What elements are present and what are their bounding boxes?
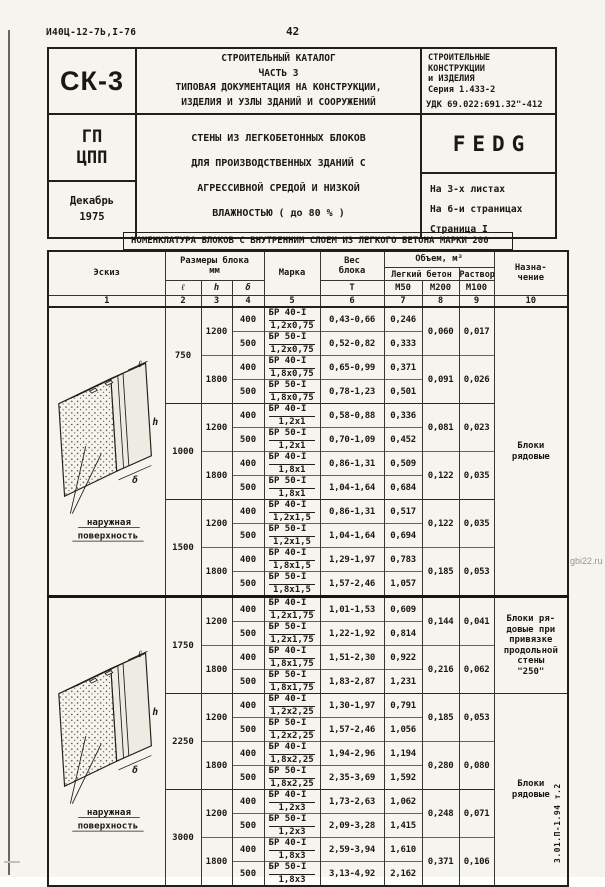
cell-volume-m50: 1,056 — [384, 718, 422, 742]
cell-thickness: 400 — [232, 404, 264, 428]
cell-volume-m50: 0,509 — [384, 452, 422, 476]
cell-height: 1800 — [201, 838, 232, 887]
cell-volume-m50: 0,452 — [384, 428, 422, 452]
cell-mark: БР 50-I 1,2х0,75 — [264, 332, 320, 356]
header-mark: Марка — [264, 251, 320, 295]
catalog-line: ТИПОВАЯ ДОКУМЕНТАЦИЯ НА КОНСТРУКЦИИ, — [175, 82, 382, 93]
header-purpose — [494, 251, 568, 295]
block-sketch-drawing — [53, 351, 161, 549]
org-line: и ИЗДЕЛИЯ — [428, 74, 475, 84]
cell-thickness: 400 — [232, 548, 264, 572]
column-number: 5 — [264, 295, 320, 307]
header-weight-line2: блока — [338, 265, 366, 276]
table-body — [48, 307, 568, 886]
cell-weight: 0,78-1,23 — [320, 380, 384, 404]
document-title — [137, 115, 422, 237]
cell-thickness: 500 — [232, 524, 264, 548]
org-line: КОНСТРУКЦИИ — [428, 63, 485, 74]
cell-volume-m50: 0,694 — [384, 524, 422, 548]
cell-volume-m50: 1,057 — [384, 572, 422, 597]
cell-mortar-m100: 0,080 — [459, 742, 494, 790]
dim-length-label: ℓ — [137, 649, 142, 661]
cell-thickness: 400 — [232, 838, 264, 862]
cell-thickness: 400 — [232, 307, 264, 332]
udk-number: УДК 69.022:691.32"-412 — [426, 99, 543, 110]
cell-volume-m50: 1,415 — [384, 814, 422, 838]
cell-volume-m50: 0,517 — [384, 500, 422, 524]
block-sketch-drawing — [53, 641, 161, 839]
cell-thickness: 500 — [232, 476, 264, 500]
cell-length: 750 — [165, 307, 201, 404]
column-number: 10 — [494, 295, 568, 307]
outer-surface-label-line2: поверхность — [77, 820, 139, 832]
cell-mark: БР 50-I 1,8х0,75 — [264, 380, 320, 404]
cell-thickness: 400 — [232, 500, 264, 524]
cell-purpose: Блоки ря- довые при привязке продольной стены "250" — [494, 597, 568, 694]
catalog-header — [137, 49, 422, 115]
cell-mark: БР 40-I 1,8х1 — [264, 452, 320, 476]
cell-mark: БР 40-I 1,8х3 — [264, 838, 320, 862]
cell-mortar-m100: 0,053 — [459, 548, 494, 597]
cell-mortar-m100: 0,041 — [459, 597, 494, 646]
cell-weight: 1,22-1,92 — [320, 622, 384, 646]
cell-mark: БР 50-I 1,2х1,5 — [264, 524, 320, 548]
sketch-cell — [48, 597, 165, 887]
issue-year: 1975 — [79, 210, 105, 223]
column-number: 7 — [384, 295, 422, 307]
cell-length: 1750 — [165, 597, 201, 694]
cell-mark: БР 40-I 1,2х2,25 — [264, 694, 320, 718]
column-number: 6 — [320, 295, 384, 307]
document-code: И40Ц-12-7Ь,I-76 — [46, 27, 137, 38]
cell-thickness: 500 — [232, 718, 264, 742]
cell-thickness: 500 — [232, 670, 264, 694]
cell-thickness: 500 — [232, 380, 264, 404]
title-line: ДЛЯ ПРОИЗВОДСТВЕННЫХ ЗДАНИЙ С — [191, 158, 366, 169]
cell-purpose: Блоки рядовые — [494, 694, 568, 887]
header-weight — [320, 251, 384, 280]
title-line: ВЛАЖНОСТЬЮ ( до 80 % ) — [212, 208, 345, 219]
cell-weight: 2,35-3,69 — [320, 766, 384, 790]
cell-height: 1200 — [201, 404, 232, 452]
cell-thickness: 400 — [232, 790, 264, 814]
cell-volume-m200: 0,216 — [422, 646, 459, 694]
table-caption: НОМЕНКЛАТУРА БЛОКОВ С ВНУТРЕННИМ СЛОЕМ ИЗ ЛЕГКОГО БЕТОНА МАРКИ 200 — [123, 232, 513, 250]
cell-mark: БР 40-I 1,8х0,75 — [264, 356, 320, 380]
outer-surface-label-line2: поверхность — [77, 530, 139, 542]
cell-thickness: 500 — [232, 428, 264, 452]
cell-height: 1200 — [201, 597, 232, 646]
cell-mark: БР 50-I 1,2х2,25 — [264, 718, 320, 742]
header-m50: М50 — [384, 280, 422, 295]
catalog-line: СТРОИТЕЛЬНЫЙ КАТАЛОГ — [221, 53, 336, 64]
title-line: АГРЕССИВНОЙ СРЕДОЙ И НИЗКОЙ — [197, 183, 360, 194]
cell-weight: 1,29-1,97 — [320, 548, 384, 572]
catalog-line: ИЗДЕЛИЯ И УЗЛЫ ЗДАНИЙ И СООРУЖЕНИЙ — [181, 96, 376, 108]
site-watermark: gbi22.ru — [570, 556, 603, 566]
cell-height: 1200 — [201, 790, 232, 838]
cell-mortar-m100: 0,062 — [459, 646, 494, 694]
cell-mark: БР 40-I 1,8х2,25 — [264, 742, 320, 766]
cell-weight: 1,04-1,64 — [320, 524, 384, 548]
header-dimensions-unit: мм — [209, 265, 220, 276]
column-number: 1 — [48, 295, 165, 307]
cell-length: 1000 — [165, 404, 201, 500]
cell-mark: БР 40-I 1,8х1,5 — [264, 548, 320, 572]
cell-length: 2250 — [165, 694, 201, 790]
cell-volume-m200: 0,185 — [422, 694, 459, 742]
page-number: 42 — [286, 25, 300, 38]
cell-volume-m50: 1,194 — [384, 742, 422, 766]
dim-height-label: h — [152, 416, 158, 428]
header-weight-line1: Вес — [344, 255, 360, 266]
cell-mortar-m100: 0,071 — [459, 790, 494, 838]
catalog-index: СК-3 — [49, 49, 137, 115]
cell-volume-m50: 0,609 — [384, 597, 422, 622]
cell-mark: БР 40-I 1,2х1,75 — [264, 597, 320, 622]
cell-thickness: 500 — [232, 814, 264, 838]
cell-weight: 1,04-1,64 — [320, 476, 384, 500]
cell-mark: БР 40-I 1,2х1 — [264, 404, 320, 428]
header-purpose-line1: Назна- — [514, 263, 547, 274]
cell-volume-m50: 0,783 — [384, 548, 422, 572]
cell-volume-m50: 1,610 — [384, 838, 422, 862]
scan-smudge — [4, 861, 20, 863]
header-dimensions — [165, 251, 264, 280]
cell-weight: 0,43-0,66 — [320, 307, 384, 332]
cell-mark: БР 50-I 1,2х1,75 — [264, 622, 320, 646]
cell-height: 1800 — [201, 742, 232, 790]
cell-thickness: 400 — [232, 452, 264, 476]
table-row — [48, 597, 568, 622]
header-volume: Объем, м³ — [384, 251, 494, 267]
header-m100: М100 — [459, 280, 494, 295]
dim-length-label: ℓ — [137, 359, 142, 371]
header-dim-h: h — [201, 280, 232, 295]
cell-thickness: 400 — [232, 694, 264, 718]
side-registration-code: 3.01.П-1.94 т.2 — [553, 783, 562, 863]
header-dim-d: δ — [232, 280, 264, 295]
table-row — [48, 307, 568, 332]
classification-block — [422, 115, 555, 237]
cell-volume-m50: 1,592 — [384, 766, 422, 790]
cell-weight: 1,30-1,97 — [320, 694, 384, 718]
publisher-abbr-line1: ГП — [81, 126, 103, 147]
cell-height: 1800 — [201, 548, 232, 597]
issue-month: Декабрь — [69, 194, 115, 207]
cell-volume-m50: 1,062 — [384, 790, 422, 814]
classification-code: FEDG — [422, 115, 555, 174]
cell-mortar-m100: 0,035 — [459, 452, 494, 500]
column-number: 9 — [459, 295, 494, 307]
cell-mortar-m100: 0,026 — [459, 356, 494, 404]
cell-mortar-m100: 0,106 — [459, 838, 494, 887]
cell-weight: 1,94-2,96 — [320, 742, 384, 766]
cell-volume-m200: 0,122 — [422, 500, 459, 548]
sheet-info-line: Страница I — [430, 224, 488, 235]
cell-volume-m50: 1,231 — [384, 670, 422, 694]
header-mortar: Раствор — [459, 268, 495, 279]
cell-height: 1200 — [201, 694, 232, 742]
cell-height: 1200 — [201, 307, 232, 356]
cell-thickness: 500 — [232, 332, 264, 356]
cell-mark: БР 50-I 1,8х1,5 — [264, 572, 320, 597]
cell-volume-m50: 0,501 — [384, 380, 422, 404]
cell-length: 1500 — [165, 500, 201, 597]
cell-volume-m200: 0,371 — [422, 838, 459, 887]
cell-height: 1800 — [201, 452, 232, 500]
cell-weight: 0,70-1,09 — [320, 428, 384, 452]
column-number: 2 — [165, 295, 201, 307]
nomenclature-table — [47, 250, 569, 887]
series-block — [422, 49, 555, 115]
cell-weight: 1,73-2,63 — [320, 790, 384, 814]
issue-date — [49, 182, 135, 235]
cell-mark: БР 50-I 1,8х3 — [264, 862, 320, 887]
cell-weight: 1,57-2,46 — [320, 718, 384, 742]
cell-weight: 1,57-2,46 — [320, 572, 384, 597]
cell-height: 1800 — [201, 356, 232, 404]
title-line: СТЕНЫ ИЗ ЛЕГКОБЕТОННЫХ БЛОКОВ — [191, 133, 366, 144]
outer-surface-label-line1: наружная — [86, 517, 131, 529]
cell-volume-m200: 0,144 — [422, 597, 459, 646]
cell-thickness: 400 — [232, 356, 264, 380]
cell-mark: БР 50-I 1,8х2,25 — [264, 766, 320, 790]
publisher-abbr-line2: ЦПП — [76, 147, 108, 168]
org-line: СТРОИТЕЛЬНЫЕ — [428, 53, 491, 63]
header-light-concrete: Легкий бетон — [384, 267, 459, 280]
publisher-block — [49, 115, 137, 237]
cell-weight: 0,86-1,31 — [320, 500, 384, 524]
cell-mark: БР 50-I 1,8х1 — [264, 476, 320, 500]
table-header — [48, 251, 568, 307]
cell-volume-m50: 0,791 — [384, 694, 422, 718]
cell-mortar-m100: 0,017 — [459, 307, 494, 356]
header-weight-unit: Т — [320, 280, 384, 295]
cell-thickness: 500 — [232, 862, 264, 887]
sheet-info-line: На 6-и страницах — [430, 204, 523, 215]
sheet-info — [422, 174, 555, 237]
sketch-cell — [48, 307, 165, 597]
column-number: 3 — [201, 295, 232, 307]
cell-mortar-m100: 0,035 — [459, 500, 494, 548]
cell-weight: 1,51-2,30 — [320, 646, 384, 670]
header-m200: М200 — [422, 280, 459, 295]
cell-weight: 2,09-3,28 — [320, 814, 384, 838]
dim-thickness-label: δ — [131, 764, 138, 776]
column-number: 8 — [422, 295, 459, 307]
cell-volume-m200: 0,280 — [422, 742, 459, 790]
cell-volume-m50: 0,336 — [384, 404, 422, 428]
outer-surface-label-line1: наружная — [86, 807, 131, 819]
cell-volume-m50: 0,371 — [384, 356, 422, 380]
cell-mark: БР 50-I 1,2х1 — [264, 428, 320, 452]
catalog-line: ЧАСТЬ 3 — [258, 67, 299, 79]
cell-volume-m50: 0,922 — [384, 646, 422, 670]
cell-volume-m50: 0,684 — [384, 476, 422, 500]
cell-volume-m200: 0,185 — [422, 548, 459, 597]
cell-thickness: 400 — [232, 742, 264, 766]
cell-mark: БР 40-I 1,8х1,75 — [264, 646, 320, 670]
cell-weight: 1,01-1,53 — [320, 597, 384, 622]
publisher-abbr — [49, 115, 135, 182]
cell-height: 1800 — [201, 646, 232, 694]
cell-weight: 0,52-0,82 — [320, 332, 384, 356]
cell-weight: 1,83-2,87 — [320, 670, 384, 694]
dim-height-label: h — [152, 706, 158, 718]
cell-purpose: Блоки рядовые — [494, 307, 568, 597]
cell-volume-m50: 2,162 — [384, 862, 422, 887]
cell-weight: 0,58-0,88 — [320, 404, 384, 428]
series-number: Серия 1.433-2 — [428, 84, 496, 95]
cell-volume-m200: 0,122 — [422, 452, 459, 500]
column-number-row — [48, 295, 568, 307]
dim-thickness-label: δ — [131, 474, 138, 486]
sheet-info-line: На 3-х листах — [430, 184, 506, 195]
cell-mortar-m100: 0,023 — [459, 404, 494, 452]
cell-mark: БР 50-I 1,2х3 — [264, 814, 320, 838]
cell-weight: 0,65-0,99 — [320, 356, 384, 380]
cell-height: 1200 — [201, 500, 232, 548]
cell-volume-m200: 0,060 — [422, 307, 459, 356]
header-dimensions-line1: Размеры блока — [180, 255, 249, 266]
cell-weight: 2,59-3,94 — [320, 838, 384, 862]
cell-volume-m50: 0,246 — [384, 307, 422, 332]
column-number: 4 — [232, 295, 264, 307]
cell-volume-m50: 0,333 — [384, 332, 422, 356]
cell-volume-m200: 0,091 — [422, 356, 459, 404]
cell-length: 3000 — [165, 790, 201, 887]
header-purpose-line2: чение — [517, 273, 545, 284]
cell-mark: БР 40-I 1,2х3 — [264, 790, 320, 814]
scan-edge-shadow — [8, 30, 10, 875]
cell-volume-m200: 0,081 — [422, 404, 459, 452]
cell-volume-m200: 0,248 — [422, 790, 459, 838]
header-sketch: Эскиз — [48, 251, 165, 295]
cell-thickness: 500 — [232, 622, 264, 646]
cell-thickness: 400 — [232, 597, 264, 622]
cell-weight: 3,13-4,92 — [320, 862, 384, 887]
cell-thickness: 500 — [232, 572, 264, 597]
title-block — [47, 47, 557, 239]
header-dim-l: ℓ — [165, 280, 201, 295]
cell-thickness: 400 — [232, 646, 264, 670]
cell-mark: БР 40-I 1,2х1,5 — [264, 500, 320, 524]
cell-volume-m50: 0,814 — [384, 622, 422, 646]
cell-mark: БР 40-I 1,2х0,75 — [264, 307, 320, 332]
cell-thickness: 500 — [232, 766, 264, 790]
cell-weight: 0,86-1,31 — [320, 452, 384, 476]
cell-mortar-m100: 0,053 — [459, 694, 494, 742]
cell-mark: БР 50-I 1,8х1,75 — [264, 670, 320, 694]
